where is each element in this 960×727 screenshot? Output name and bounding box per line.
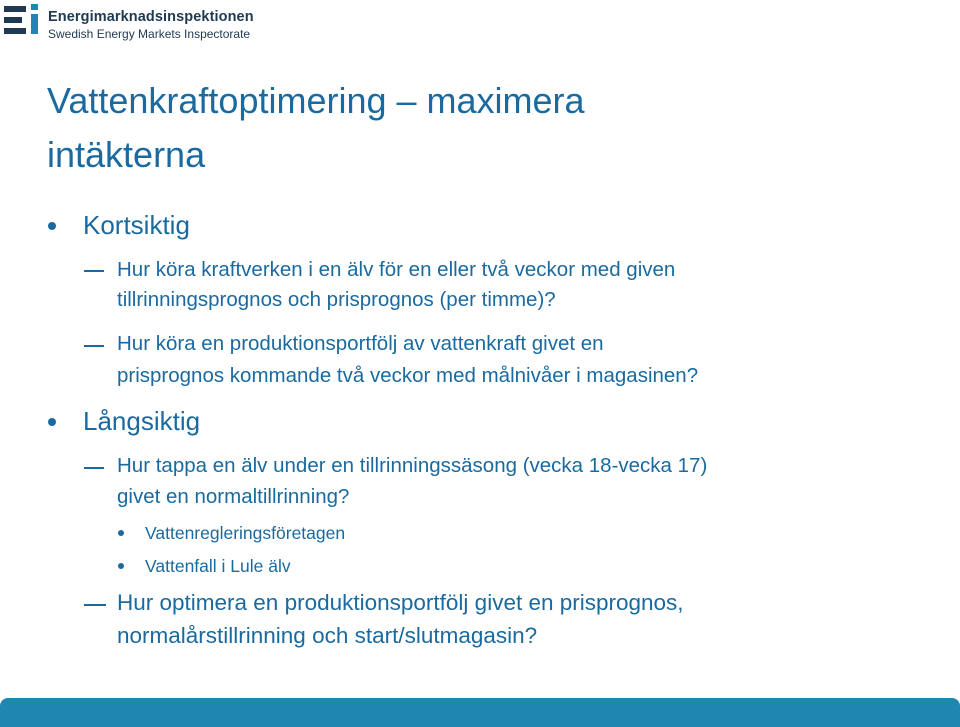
long-term-subitem-1: Vattenregleringsföretagen: [145, 523, 346, 543]
short-term-item-2-line2: prisprognos kommande två veckor med målnivåer i magasinen?: [117, 364, 699, 387]
org-subtitle: Swedish Energy Markets Inspectorate: [48, 27, 251, 41]
long-term-item-2-line1: Hur optimera en produktionsportfölj givet en prisprognos,: [117, 590, 684, 615]
header-logo: [4, 4, 324, 40]
sub-bullet-dot: [118, 563, 124, 569]
long-term-item-1-line2: givet en normaltillrinning?: [117, 485, 350, 508]
bullet-dot: [48, 418, 56, 426]
dash-marker: [84, 604, 106, 606]
slide-title-line2: intäkterna: [47, 134, 206, 175]
slide-title-line1: Vattenkraftoptimering – maximera: [47, 80, 585, 121]
footer-bar: [0, 698, 960, 727]
slide-title: [47, 74, 907, 182]
bullet-dot: [48, 222, 56, 230]
short-term-item-1-line2: tillrinningsprognos och prisprognos (per timme)?: [117, 288, 556, 311]
short-term-item-2-line1: Hur köra en produktionsportfölj av vattenkraft givet en: [117, 332, 604, 355]
long-term-item-2-line2: normalårstillrinning och start/slutmagasin?: [117, 623, 538, 648]
long-term-subitem-2: Vattenfall i Lule älv: [145, 556, 291, 576]
section-heading-short-term: Kortsiktig: [83, 210, 190, 240]
dash-marker: [84, 467, 104, 469]
dash-marker: [84, 345, 104, 347]
long-term-item-1-line1: Hur tappa en älv under en tillrinningssäsong (vecka 18-vecka 17): [117, 454, 708, 477]
ei-logo-icon: [4, 4, 44, 38]
dash-marker: [84, 270, 104, 272]
short-term-item-1-line1: Hur köra kraftverken i en älv för en eller två veckor med given: [117, 258, 676, 281]
org-name: Energimarknadsinspektionen: [48, 9, 254, 25]
sub-bullet-dot: [118, 530, 124, 536]
section-heading-long-term: Långsiktig: [83, 406, 201, 436]
